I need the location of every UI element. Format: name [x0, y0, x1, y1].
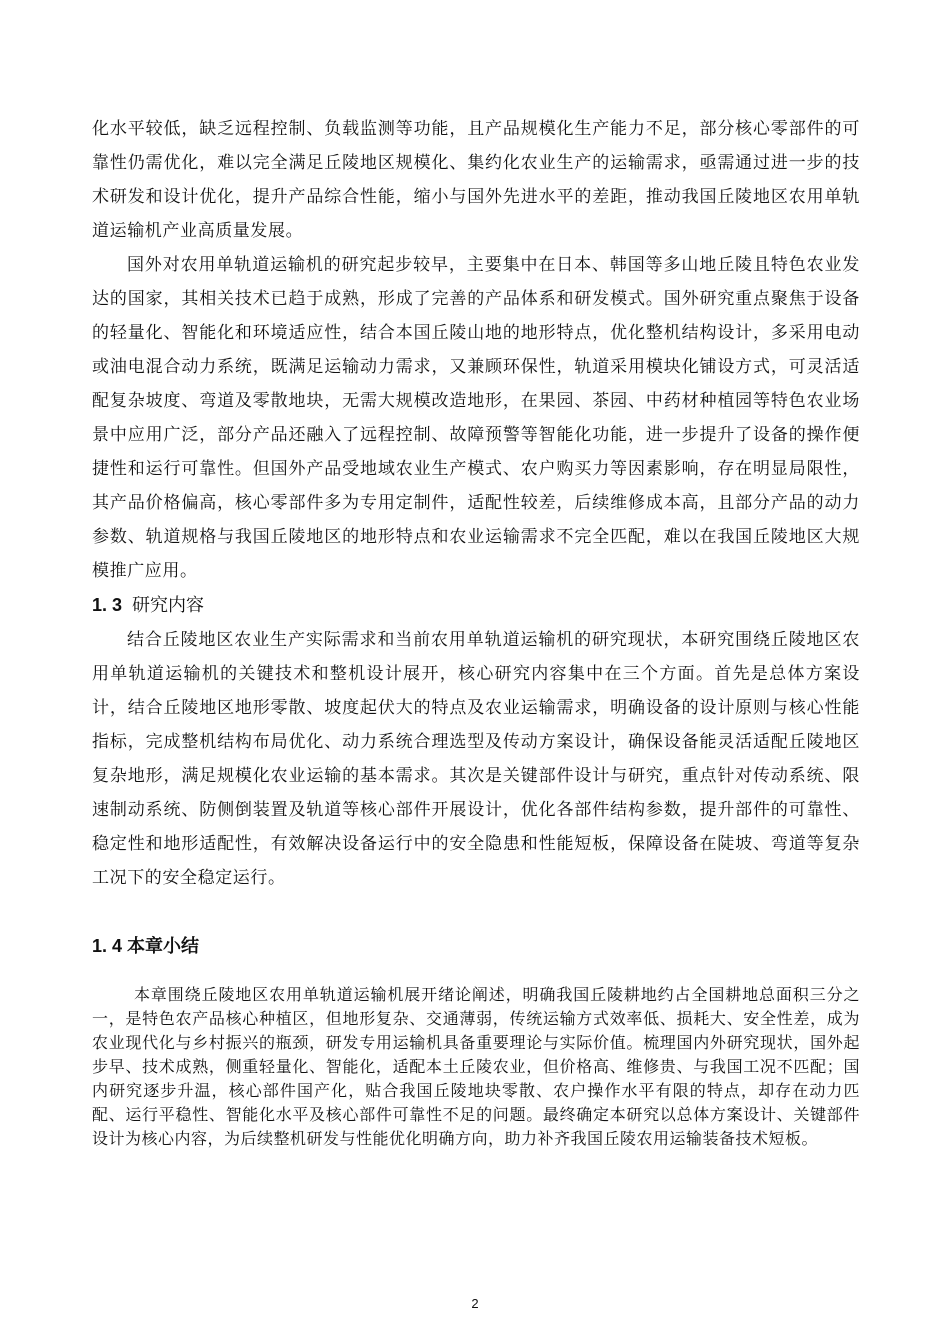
- paragraph-foreign-research: 国外对农用单轨道运输机的研究起步较早，主要集中在日本、韩国等多山地丘陵且特色农业发达的国家，其相关技术已趋于成熟，形成了完善的产品体系和研发模式。国外研究重点聚焦于设备的轻量化、智能化和环境适应性，结合本国丘陵山地的地形特点，优化整机结构设计，多采用电动或油电混合动力系统，既满足运输动力需求，又兼顾环保性，轨道采用模块化铺设方式，可灵活适配复杂坡度、弯道及零散地块，无需大规模改造地形，在果园、茶园、中药材种植园等特色农业场景中应用广泛，部分产品还融入了远程控制、故障预警等智能化功能，进一步提升了设备的操作便捷性和运行可靠性。但国外产品受地域农业生产模式、农户购买力等因素影响，存在明显局限性，其产品价格偏高，核心零部件多为专用定制件，适配性较差，后续维修成本高，且部分产品的动力参数、轨道规格与我国丘陵地区的地形特点和农业运输需求不完全匹配，难以在我国丘陵地区大规模推广应用。: [92, 255, 860, 581]
- paragraph-domestic-conclusion: 化水平较低，缺乏远程控制、负载监测等功能，且产品规模化生产能力不足，部分核心零部件的可靠性仍需优化，难以完全满足丘陵地区规模化、集约化农业生产的运输需求，亟需通过进一步的技术研发和设计优化，提升产品综合性能，缩小与国外先进水平的差距，推动我国丘陵地区农用单轨道运输机产业高质量发展。: [92, 119, 860, 241]
- section-heading-1-4: 1. 4 本章小结: [92, 936, 200, 956]
- page-number: 2: [471, 1296, 479, 1311]
- page-content: [92, 112, 860, 1151]
- section-number: 1. 3: [92, 595, 123, 615]
- paragraph-chapter-summary: 本章围绕丘陵地区农用单轨道运输机展开绪论阐述，明确我国丘陵耕地约占全国耕地总面积三分之一，是特色农产品核心种植区，但地形复杂、交通薄弱，传统运输方式效率低、损耗大、安全性差，成为农业现代化与乡村振兴的瓶颈，研发专用运输机具备重要理论与实际价值。梳理国内外研究现状，国外起步早、技术成熟，侧重轻量化、智能化，适配本土丘陵农业，但价格高、维修贵、与我国工况不匹配；国内研究逐步升温，核心部件国产化，贴合我国丘陵地块零散、农户操作水平有限的特点，却存在动力匹配、运行平稳性、智能化水平及核心部件可靠性不足的问题。最终确定本研究以总体方案设计、关键部件设计为核心内容，为后续整机研发与性能优化明确方向，助力补齐我国丘陵农用运输装备技术短板。: [92, 985, 860, 1148]
- paragraph-research-content: 结合丘陵地区农业生产实际需求和当前农用单轨道运输机的研究现状，本研究围绕丘陵地区农用单轨道运输机的关键技术和整机设计展开，核心研究内容集中在三个方面。首先是总体方案设计，结合丘陵地区地形零散、坡度起伏大的特点及农业运输需求，明确设备的设计原则与核心性能指标，完成整机结构布局优化、动力系统合理选型及传动方案设计，确保设备能灵活适配丘陵地区复杂地形，满足规模化农业运输的基本需求。其次是关键部件设计与研究，重点针对传动系统、限速制动系统、防侧倒装置及轨道等核心部件开展设计，优化各部件结构参数，提升部件的可靠性、稳定性和地形适配性，有效解决设备运行中的安全隐患和性能短板，保障设备在陡坡、弯道等复杂工况下的安全稳定运行。: [92, 630, 860, 888]
- section-title: 研究内容: [132, 595, 205, 616]
- section-heading-1-3: [92, 590, 860, 621]
